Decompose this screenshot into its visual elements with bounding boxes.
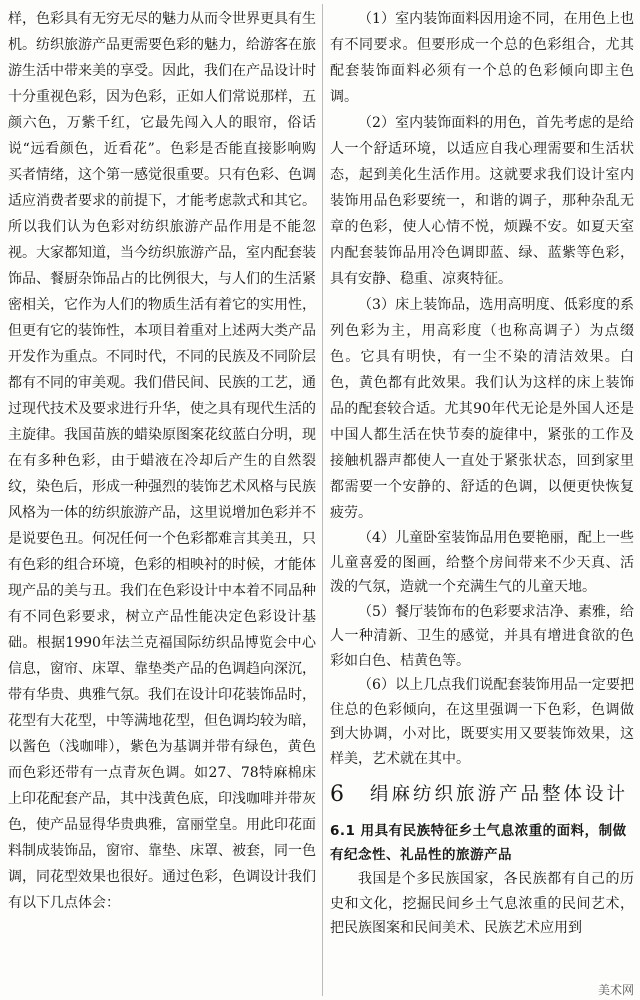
paragraph-4: （4）儿童卧室装饰品用色要艳丽，配上一些儿童喜爱的图画，给整个房间带来不少天真、活泼的气氛，造就一个充满生气的儿童天地。 [330, 530, 634, 595]
right-column [330, 6, 634, 941]
left-column-body: 样，色彩具有无穷无尽的魅力从而令世界更具有生机。纺织旅游产品更需要色彩的魅力，给游客在旅游生活中带来美的享受。因此，我们在产品设计时十分重视色彩，因为色彩，正如人们常说那样，五颜六色，万紫千红，它最先闯入人的眼帘，俗话说“远看颜色，近看花”。色彩是否能直接影响购买者情绪，这个第一感觉很重要。只有色彩、色调适应消费者要求的前提下，才能考虑款式和其它。所以我们认为色彩对纺织旅游产品作用是不能忽视。大家都知道，当今纺织旅游产品，室内配套装饰品、餐厨杂饰品占的比例很大，与人们的生活紧密相关，它作为人们的物质生活有着它的实用性，但更有它的装饰性，本项目着重对上述两大类产品开发作为重点。不同时代，不同的民族及不同阶层都有不同的审美观。我们借民间、民族的工艺，通过现代技术及要求进行升华，使之具有现代生活的主旋律。我国苗族的蜡染原图案花纹蓝白分明，现在有多种色彩，由于蜡液在冷却后产生的自然裂纹，染色后，形成一种强烈的装饰艺术风格与民族风格为一体的纺织旅游产品，这里说增加色彩并不是说要色丑。何况任何一个色彩都难言其美丑，只有色彩的组合环境，色彩的相映衬的时候，才能体现产品的美与丑。我们在色彩设计中本着不同品种有不同色彩要求，树立产品性能决定色彩设计基础。根据1990年法兰克福国际纺织品博览会中心信息，窗帘、床罩、靠垫类产品的色调趋向深沉，带有华贵、典雅气氛。我们在设计印花装饰品时，花型有大花型，中等满地花型，但色调均较为暗，以酱色（浅咖啡），紫色为基调并带有绿色，黄色而色彩还带有一点青灰色调。如27、78特麻棉床上印花配套产品，其中浅黄色底，印浅咖啡并带灰色，使产品显得华贵典雅，富丽堂皇。用此印花面料制成装饰品，窗帘、靠垫、床罩、被套，同一色调，同花型效果也很好。通过色彩，色调设计我们有以下几点体会： [8, 11, 316, 911]
watermark: 美术网 [597, 983, 634, 997]
column-divider [322, 4, 323, 996]
paragraph-1: （1）室内装饰面料因用途不同，在用色上也有不同要求。但要形成一个总的色彩组合，尤其配套装饰面料必须有一个总的色彩倾向即主色调。 [330, 11, 634, 105]
subsection-heading: 6.1 用具有民族特征乡土气息浓重的面料，制做有纪念性、礼品性的旅游产品 [330, 823, 627, 863]
section-heading [330, 781, 634, 809]
paragraph-3: （3）床上装饰品，选用高明度、低彩度的系列色彩为主，用高彩度（也称高调子）为点缀色。它具有明快，有一尘不染的清洁效果。白色，黄色都有此效果。我们认为这样的床上装饰品的配套较合适。尤其90年代无论是外国人还是中国人都生活在快节奏的旋律中，紧张的工作及接触机器声都使人一直处于紧张状态，回到家里都需要一个安静的、舒适的色调，以便更快恢复疲劳。 [330, 297, 634, 521]
paragraph-2: （2）室内装饰面料的用色，首先考虑的是给人一个舒适环境，以适应自我心理需要和生活状态，起到美化生活作用。这就要求我们设计室内装饰用品色彩要统一，和谐的调子，那种杂乱无章的色彩，使人心情不悦，烦躁不安。如夏天室内配套装饰品用冷色调即蓝、绿、蓝紫等色彩，具有安静、稳重、凉爽特征。 [330, 115, 634, 287]
closing-paragraph: 我国是个多民族国家，各民族都有自己的历史和文化，挖掘民间乡土气息浓重的民间艺术，把民族图案和民间美术、民族艺术应用到 [330, 871, 634, 936]
section-number: 6 [330, 782, 344, 807]
paragraph-5: （5）餐厅装饰布的色彩要求洁净、素雅，给人一种清新、卫生的感觉，并具有增进食欲的色彩如白色、桔黄色等。 [330, 603, 634, 669]
section-title: 绢麻纺织旅游产品整体设计 [370, 784, 629, 805]
left-column [8, 6, 316, 916]
paragraph-6: （6）以上几点我们说配套装饰用品一定要把住总的色彩倾向，在这里强调一下色彩，色调做到大协调，小对比，既要实用又要装饰效果，这样美，艺术就在其中。 [330, 677, 634, 767]
